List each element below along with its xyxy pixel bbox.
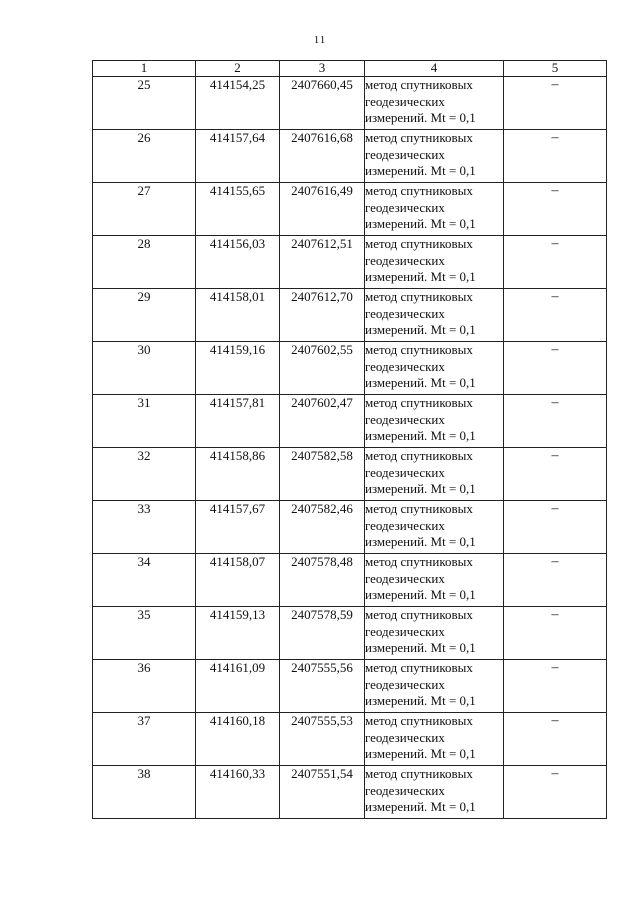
point-number: 32 (93, 448, 196, 501)
point-number: 35 (93, 607, 196, 660)
note-cell: – (504, 660, 607, 713)
note-cell: – (504, 501, 607, 554)
column-header-x: 2 (196, 61, 280, 77)
coordinate-x: 414154,25 (196, 77, 280, 130)
note-cell: – (504, 607, 607, 660)
coordinate-y: 2407612,51 (280, 236, 365, 289)
coordinate-y: 2407582,58 (280, 448, 365, 501)
coordinate-x: 414159,13 (196, 607, 280, 660)
note-cell: – (504, 766, 607, 819)
coordinate-y: 2407602,47 (280, 395, 365, 448)
note-cell: – (504, 77, 607, 130)
coordinate-x: 414157,81 (196, 395, 280, 448)
table-row (93, 236, 607, 289)
measurement-method: метод спутниковых геодезических измерений. Mt = 0,1 (365, 183, 504, 236)
note-cell: – (504, 342, 607, 395)
column-header-method: 4 (365, 61, 504, 77)
coordinate-y: 2407578,48 (280, 554, 365, 607)
point-number: 33 (93, 501, 196, 554)
table-row (93, 77, 607, 130)
coordinate-y: 2407582,46 (280, 501, 365, 554)
measurement-method: метод спутниковых геодезических измерений. Mt = 0,1 (365, 236, 504, 289)
note-cell: – (504, 713, 607, 766)
measurement-method: метод спутниковых геодезических измерений. Mt = 0,1 (365, 766, 504, 819)
measurement-method: метод спутниковых геодезических измерений. Mt = 0,1 (365, 501, 504, 554)
coordinate-x: 414155,65 (196, 183, 280, 236)
point-number: 36 (93, 660, 196, 713)
point-number: 28 (93, 236, 196, 289)
header-row (93, 61, 607, 77)
coordinate-y: 2407616,49 (280, 183, 365, 236)
coordinate-y: 2407551,54 (280, 766, 365, 819)
coordinate-x: 414158,86 (196, 448, 280, 501)
point-number: 26 (93, 130, 196, 183)
table-row (93, 342, 607, 395)
coordinate-y: 2407578,59 (280, 607, 365, 660)
coordinate-y: 2407555,56 (280, 660, 365, 713)
note-cell: – (504, 183, 607, 236)
table-row (93, 766, 607, 819)
note-cell: – (504, 448, 607, 501)
point-number: 31 (93, 395, 196, 448)
coordinate-x: 414161,09 (196, 660, 280, 713)
point-number: 27 (93, 183, 196, 236)
column-header-point-number: 1 (93, 61, 196, 77)
page-number: 11 (313, 34, 327, 46)
table-row (93, 713, 607, 766)
coordinate-x: 414156,03 (196, 236, 280, 289)
coordinate-x: 414160,33 (196, 766, 280, 819)
table-body (93, 77, 607, 819)
measurement-method: метод спутниковых геодезических измерений. Mt = 0,1 (365, 448, 504, 501)
coordinate-x: 414158,07 (196, 554, 280, 607)
table-row (93, 660, 607, 713)
coordinate-x: 414157,67 (196, 501, 280, 554)
coordinate-y: 2407602,55 (280, 342, 365, 395)
table-row (93, 607, 607, 660)
coordinate-x: 414158,01 (196, 289, 280, 342)
coordinate-y: 2407660,45 (280, 77, 365, 130)
measurement-method: метод спутниковых геодезических измерений. Mt = 0,1 (365, 395, 504, 448)
measurement-method: метод спутниковых геодезических измерений. Mt = 0,1 (365, 660, 504, 713)
coordinate-y: 2407555,53 (280, 713, 365, 766)
note-cell: – (504, 395, 607, 448)
measurement-method: метод спутниковых геодезических измерений. Mt = 0,1 (365, 77, 504, 130)
note-cell: – (504, 130, 607, 183)
table-row (93, 554, 607, 607)
table-row (93, 448, 607, 501)
coordinate-x: 414157,64 (196, 130, 280, 183)
table-row (93, 395, 607, 448)
point-number: 25 (93, 77, 196, 130)
note-cell: – (504, 236, 607, 289)
table-row (93, 130, 607, 183)
coordinate-x: 414160,18 (196, 713, 280, 766)
measurement-method: метод спутниковых геодезических измерений. Mt = 0,1 (365, 554, 504, 607)
note-cell: – (504, 554, 607, 607)
table-row (93, 183, 607, 236)
measurement-method: метод спутниковых геодезических измерений. Mt = 0,1 (365, 130, 504, 183)
point-number: 30 (93, 342, 196, 395)
measurement-method: метод спутниковых геодезических измерений. Mt = 0,1 (365, 289, 504, 342)
point-number: 34 (93, 554, 196, 607)
coordinates-table (92, 60, 607, 819)
measurement-method: метод спутниковых геодезических измерений. Mt = 0,1 (365, 342, 504, 395)
measurement-method: метод спутниковых геодезических измерений. Mt = 0,1 (365, 607, 504, 660)
table-row (93, 501, 607, 554)
measurement-method: метод спутниковых геодезических измерений. Mt = 0,1 (365, 713, 504, 766)
column-header-note: 5 (504, 61, 607, 77)
coordinate-y: 2407616,68 (280, 130, 365, 183)
note-cell: – (504, 289, 607, 342)
coordinate-y: 2407612,70 (280, 289, 365, 342)
coordinate-x: 414159,16 (196, 342, 280, 395)
table-row (93, 289, 607, 342)
column-header-y: 3 (280, 61, 365, 77)
point-number: 37 (93, 713, 196, 766)
point-number: 38 (93, 766, 196, 819)
point-number: 29 (93, 289, 196, 342)
